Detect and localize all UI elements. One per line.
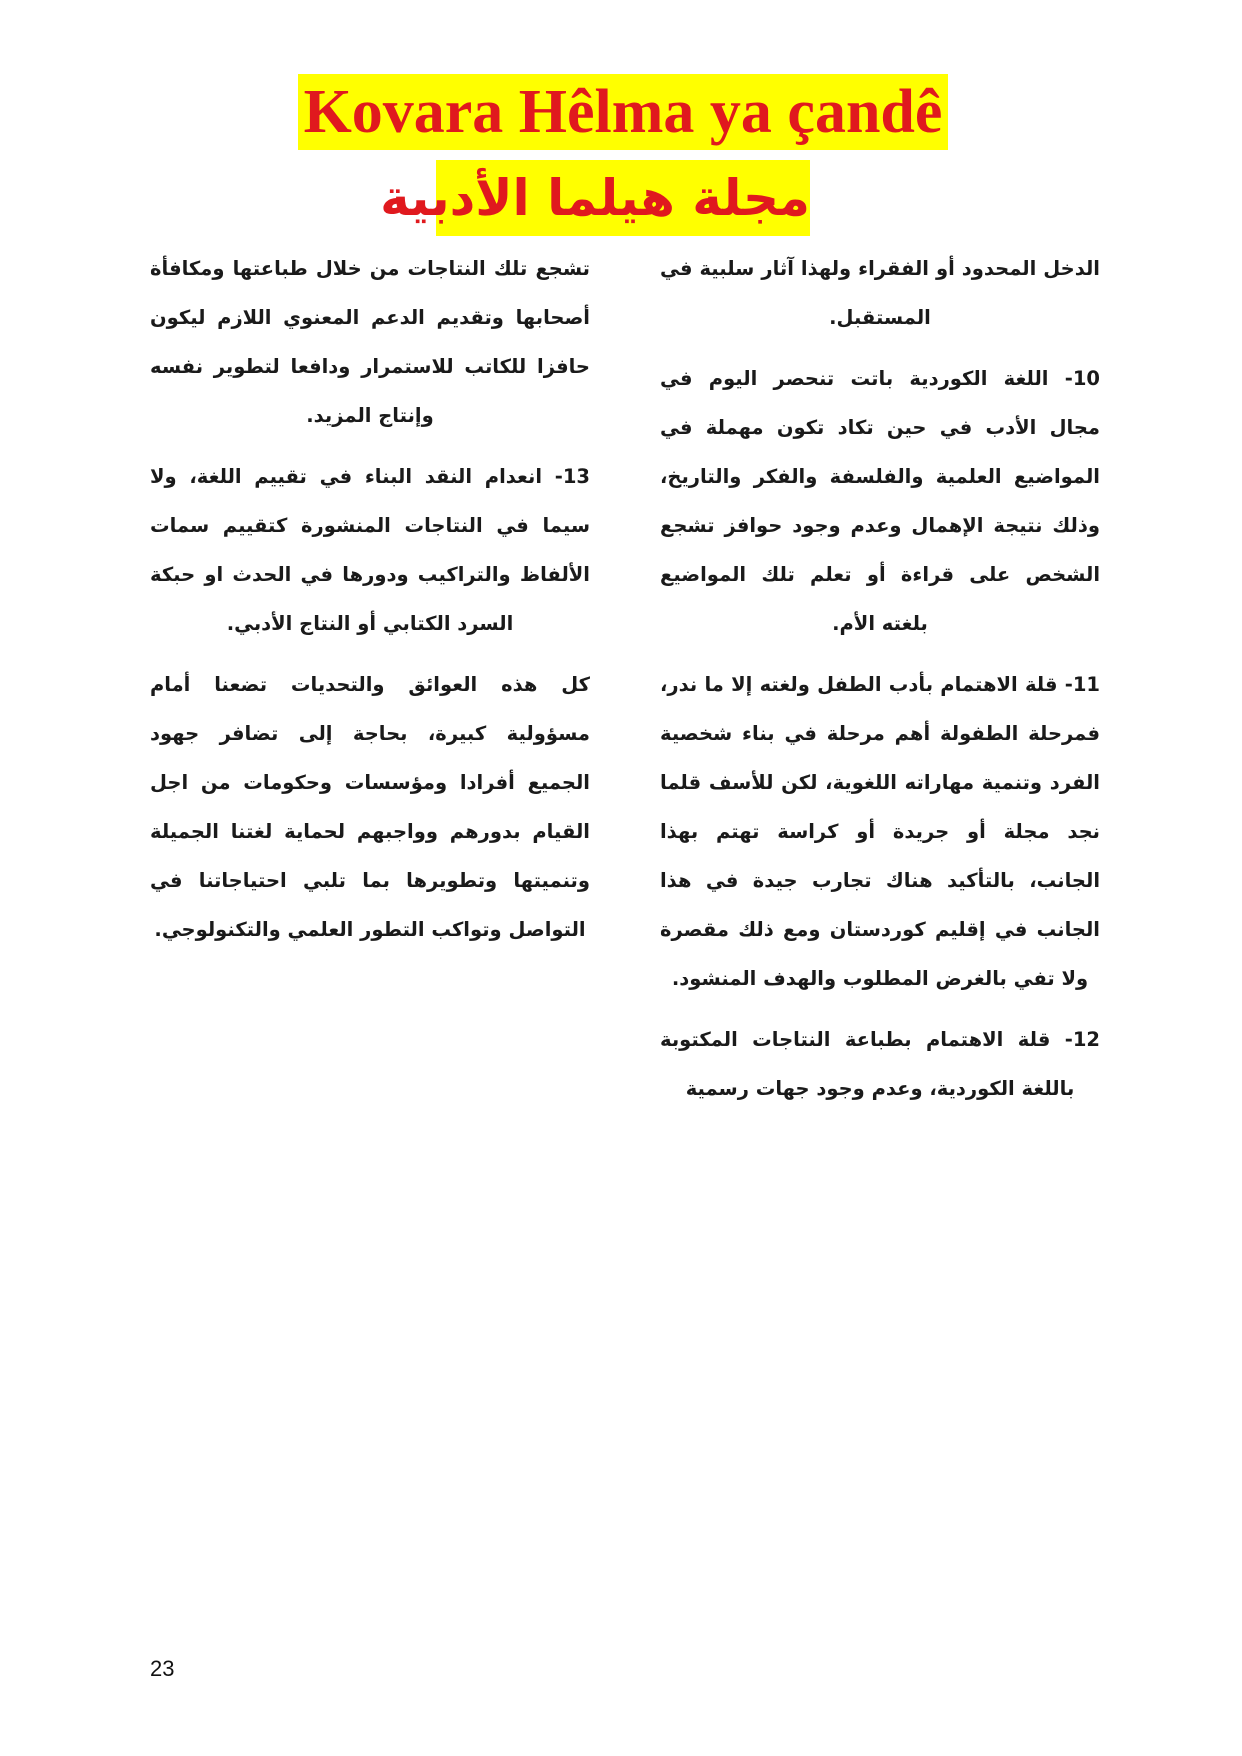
paragraph: تشجع تلك النتاجات من خلال طباعتها ومكافأة أصحابها وتقديم الدعم المعنوي اللازم ليكون حافزا للكاتب للاستمرار ودافعا لتطوير نفسه وإنتاج المزيد. — [150, 257, 590, 427]
paragraph: الدخل المحدود أو الفقراء ولهذا آثار سلبية في المستقبل. — [660, 257, 1100, 329]
page-number: 23 — [150, 1656, 175, 1681]
paragraph-item-13: 13- انعدام النقد البناء في تقييم اللغة، ولا سيما في النتاجات المنشورة كتقييم سمات الألفاظ والتراكيب ودورها في الحدث او حبكة السرد الكتابي أو النتاج الأدبي. — [150, 465, 590, 635]
magazine-title-arabic: مجلة هيلما الأدبية — [436, 160, 810, 236]
text-column-left — [150, 244, 590, 966]
magazine-title-latin: Kovara Hêlma ya çandê — [298, 74, 948, 150]
text-column-right — [660, 244, 1100, 1125]
paragraph-item-11: 11- قلة الاهتمام بأدب الطفل ولغته إلا ما ندر، فمرحلة الطفولة أهم مرحلة في بناء شخصية الفرد وتنمية مهاراته اللغوية، لكن للأسف قلما نجد مجلة أو جريدة أو كراسة تهتم بهذا الجانب، بالتأكيد هناك تجارب جيدة في هذا الجانب في إقليم كوردستان ومع ذلك مقصرة ولا تفي بالغرض المطلوب والهدف المنشود. — [660, 673, 1100, 990]
paragraph-item-10: 10- اللغة الكوردية باتت تنحصر اليوم في مجال الأدب في حين تكاد تكون مهملة في المواضيع العلمية والفلسفة والفكر والتاريخ، وذلك نتيجة الإهمال وعدم وجود حوافز تشجع الشخص على قراءة أو تعلم تلك المواضيع بلغته الأم. — [660, 367, 1100, 635]
paragraph-conclusion: كل هذه العوائق والتحديات تضعنا أمام مسؤولية كبيرة، بحاجة إلى تضافر جهود الجميع أفرادا ومؤسسات وحكومات من اجل القيام بدورهم وواجبهم لحماية لغتنا الجميلة وتنميتها وتطويرها بما تلبي احتياجاتنا في التواصل وتواكب التطور العلمي والتكنولوجي. — [150, 673, 590, 941]
paragraph-item-12: 12- قلة الاهتمام بطباعة النتاجات المكتوبة باللغة الكوردية، وعدم وجود جهات رسمية — [660, 1028, 1100, 1100]
